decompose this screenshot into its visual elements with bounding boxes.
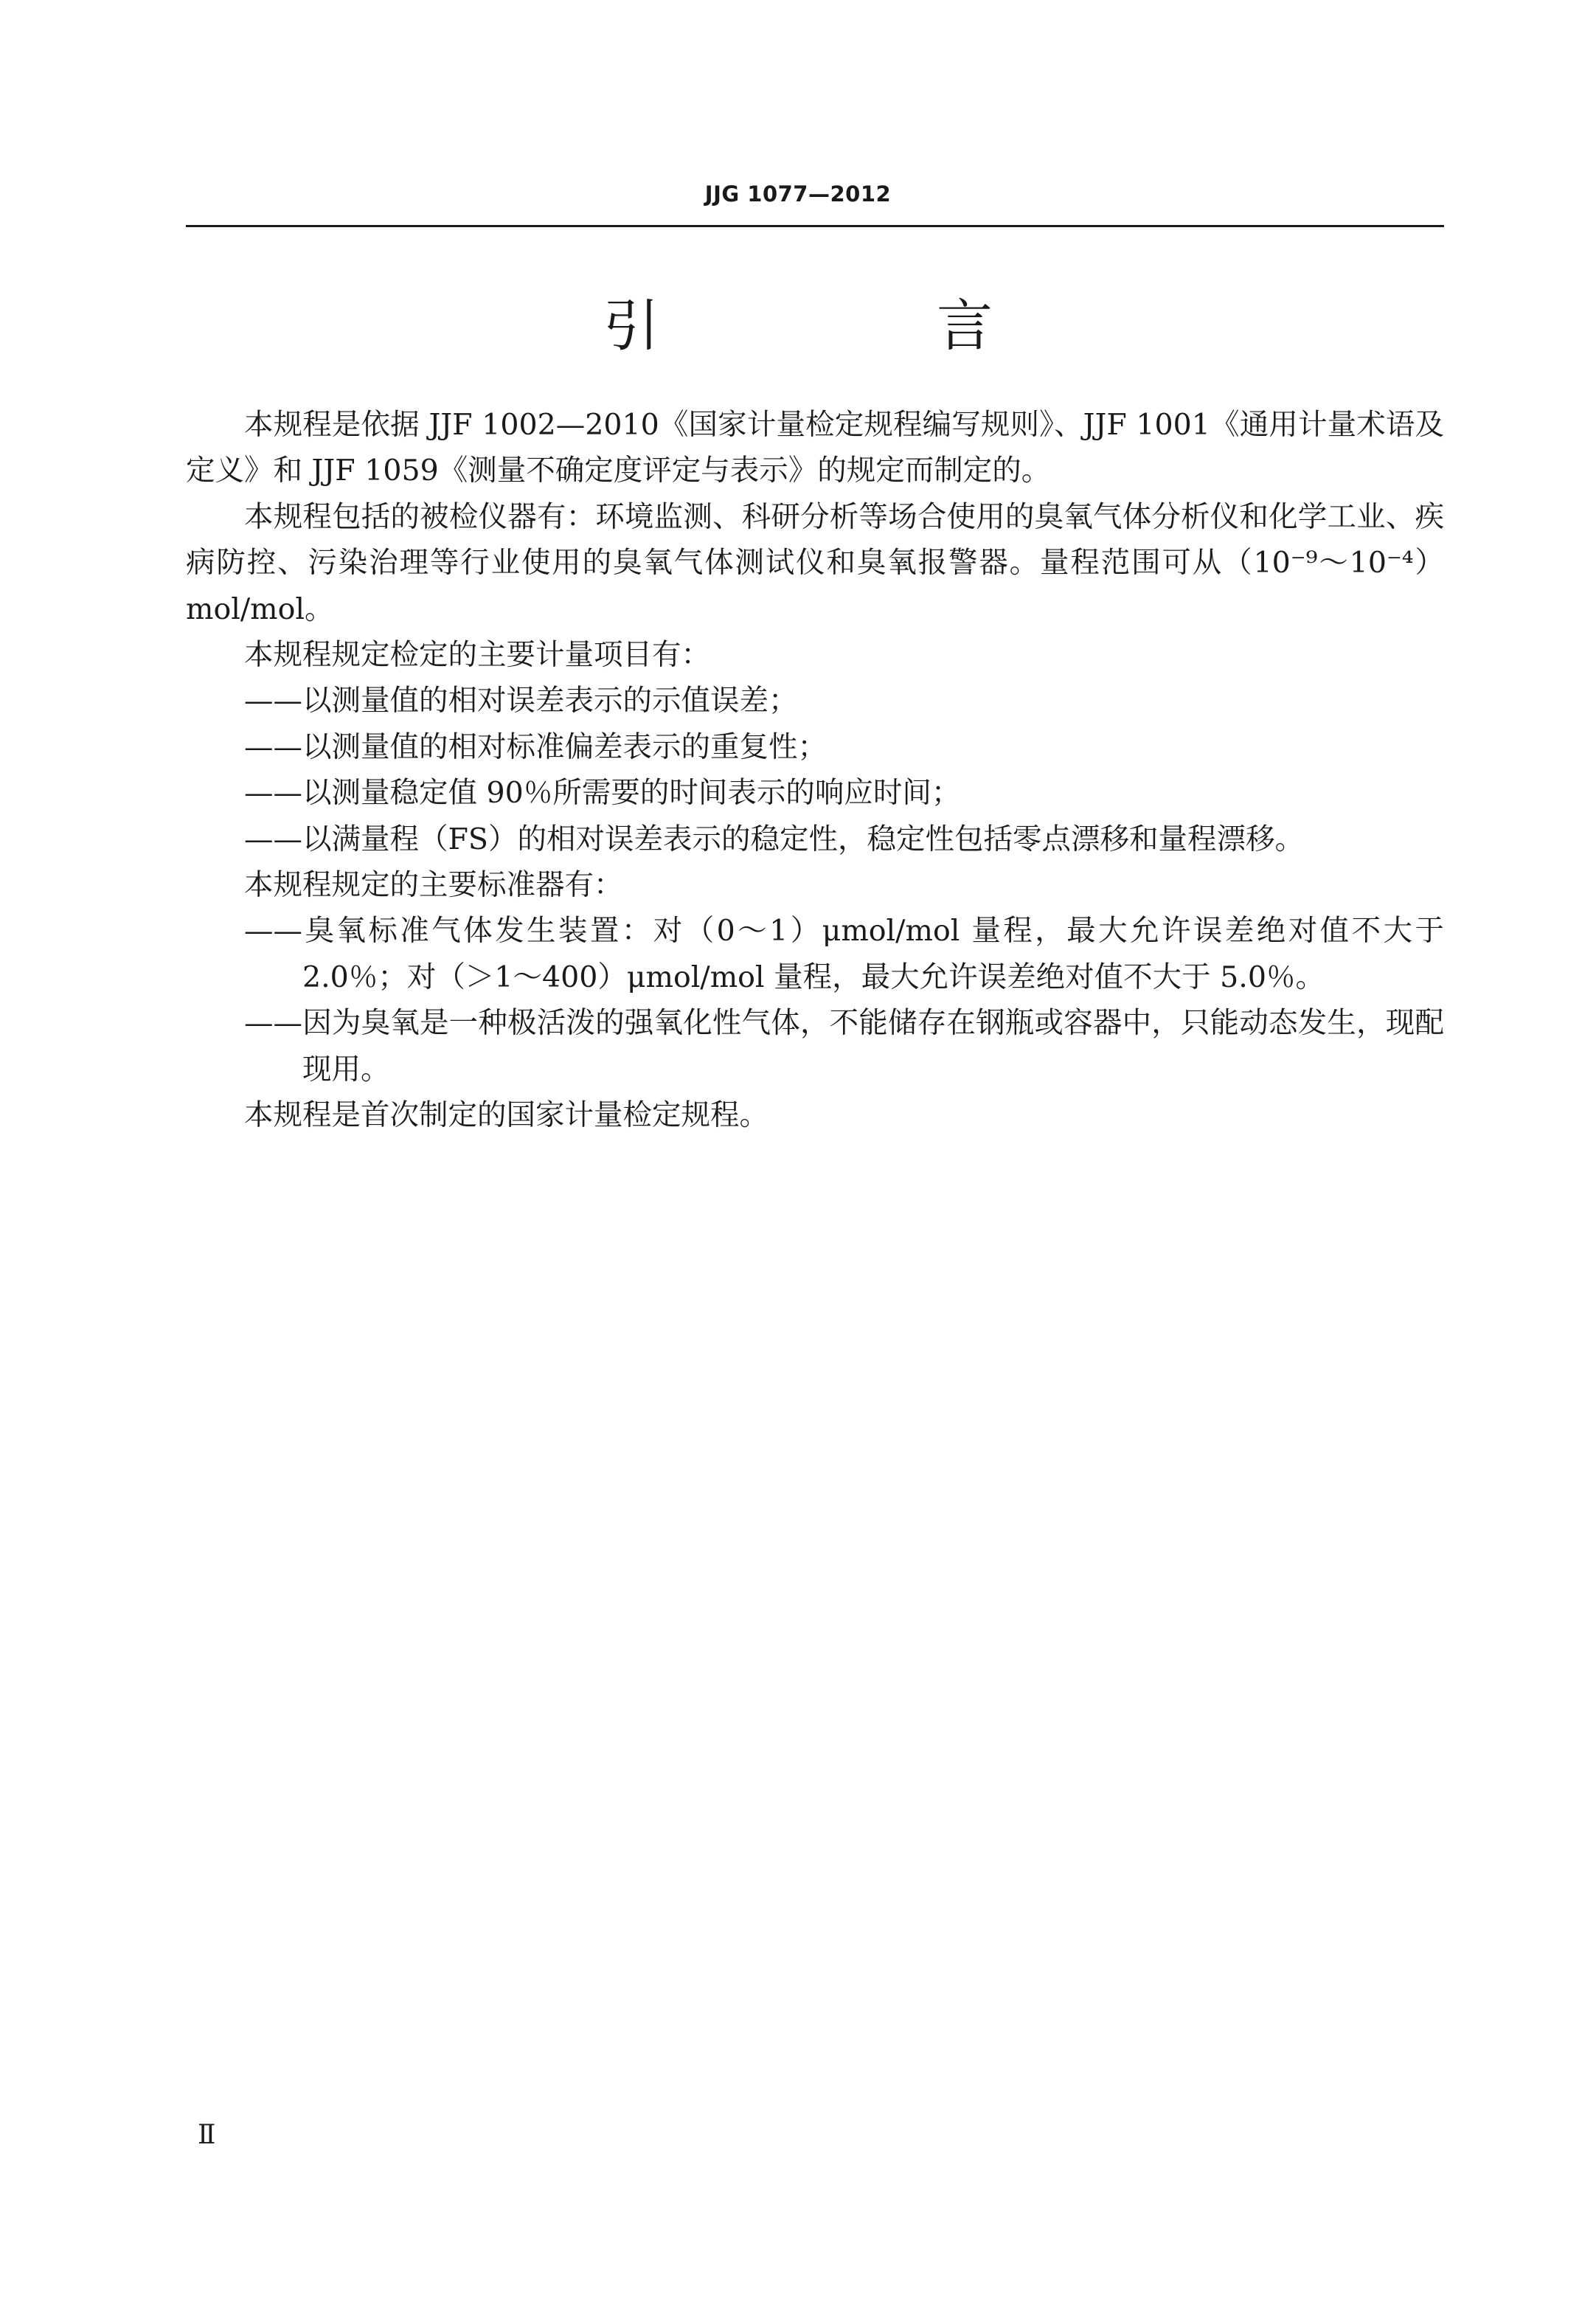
list-item-ozone-generator: ——臭氧标准气体发生装置：对（0～1）μmol/mol 量程，最大允许误差绝对值不大于 2.0％；对（＞1～400）μmol/mol 量程，最大允许误差绝对值不大于 5.0％。 <box>244 914 1444 994</box>
paragraph-standards-intro: 本规程规定的主要标准器有： <box>244 868 623 903</box>
paragraph-basis: 本规程是依据 JJF 1002—2010《国家计量检定规程编写规则》、JJF 1001《通用计量术语及定义》和 JJF 1059《测量不确定度评定与表示》的规定而制定的。 <box>186 408 1444 488</box>
running-header: JJG 1077—2012 <box>704 181 892 207</box>
header-rule <box>186 225 1444 227</box>
body-text <box>186 402 1444 1139</box>
paragraph-metrology-items-intro: 本规程规定检定的主要计量项目有： <box>244 638 710 673</box>
paragraph-scope: 本规程包括的被检仪器有：环境监测、科研分析等场合使用的臭氧气体分析仪和化学工业、疾病防控、污染治理等行业使用的臭氧气体测试仪和臭氧报警器。量程范围可从（10⁻⁹～10⁻⁴）mol/mol。 <box>186 499 1444 626</box>
list-item-response-time: ——以测量稳定值 90％所需要的时间表示的响应时间； <box>244 776 961 811</box>
list-item-repeatability: ——以测量值的相对标准偏差表示的重复性； <box>244 729 827 764</box>
page-title: 引 言 <box>603 293 1103 358</box>
list-item-dynamic-generation: ——因为臭氧是一种极活泼的强氧化性气体，不能储存在钢瓶或容器中，只能动态发生，现配现用。 <box>244 1006 1444 1086</box>
list-item-stability: ——以满量程（FS）的相对误差表示的稳定性，稳定性包括零点漂移和量程漂移。 <box>244 822 1304 856</box>
page-number: Ⅱ <box>198 2120 216 2150</box>
list-item-indication-error: ——以测量值的相对误差表示的示值误差； <box>244 684 798 718</box>
paragraph-first-edition: 本规程是首次制定的国家计量检定规程。 <box>244 1098 768 1133</box>
